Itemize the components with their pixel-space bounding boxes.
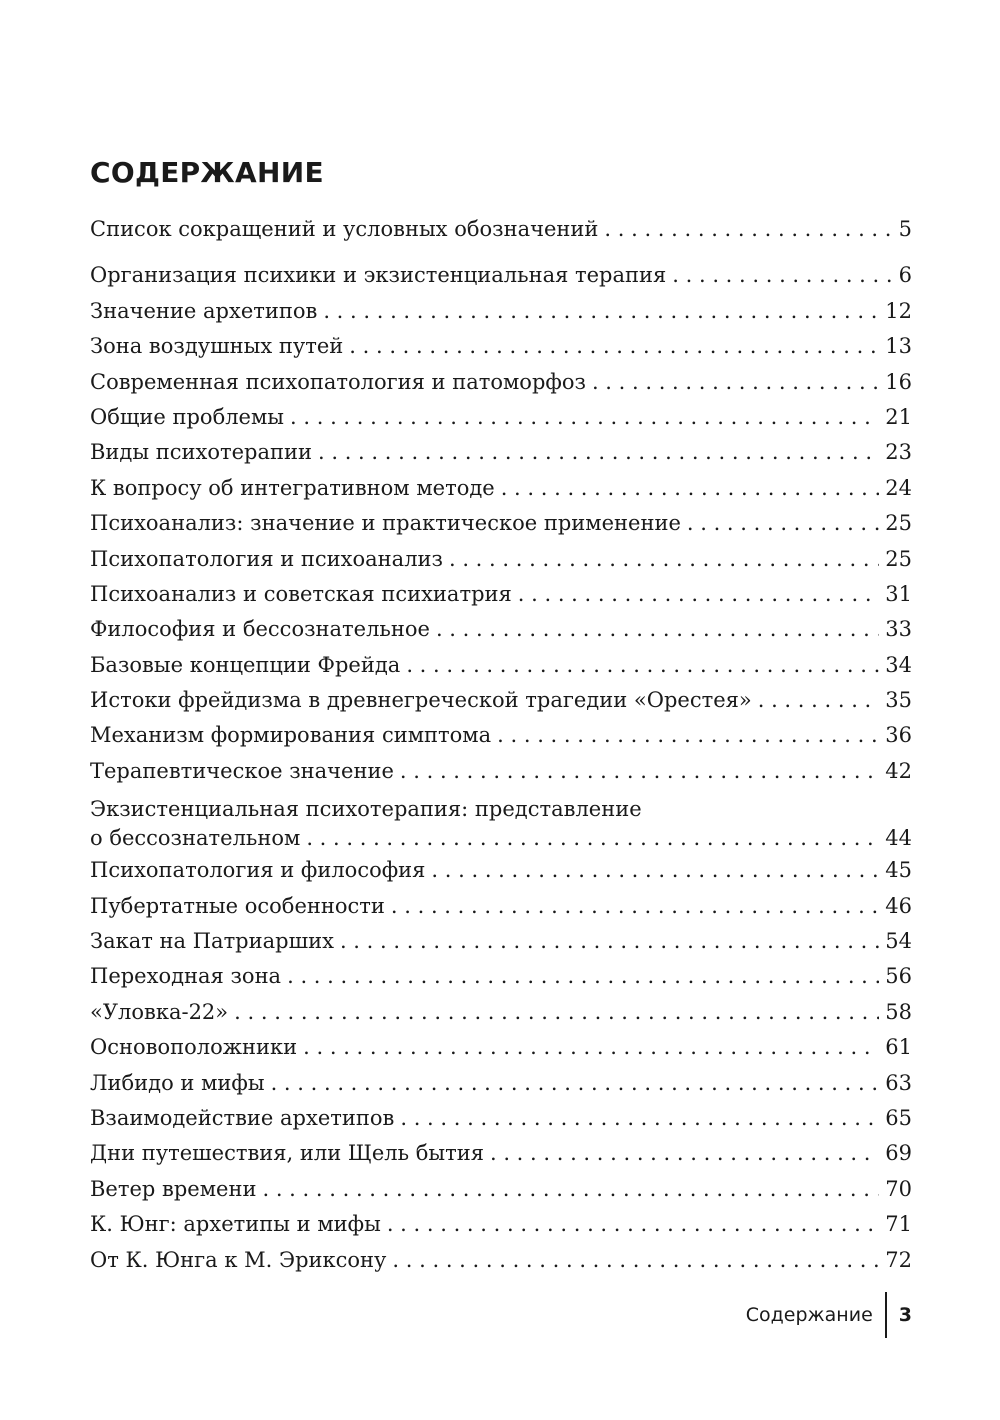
toc-entry-page: 65 [885,1105,912,1130]
toc-entry [90,754,912,789]
toc-entry-page: 56 [885,964,912,989]
toc-entry-title: Значение архетипов [90,298,318,323]
toc-entry-title: Ветер времени [90,1176,257,1201]
toc-entry-title: Психопатология и философия [90,858,426,883]
toc-entry-page: 71 [885,1212,912,1237]
toc-entry-page: 31 [885,581,912,606]
toc-entry-title: К вопросу об интегративном методе [90,475,495,500]
toc-entry [90,718,912,753]
dot-leader [672,258,892,293]
toc-entry-title: Организация психики и экзистенциальная терапия [90,263,667,288]
toc-entry-page: 72 [885,1247,912,1272]
toc-entry-title: Философия и бессознательное [90,617,430,642]
dot-leader [687,506,879,541]
toc-entry [90,294,912,329]
toc-entry-page: 23 [885,440,912,465]
toc-entry-page: 44 [885,826,912,851]
dot-leader [436,612,879,647]
toc-entry-page: 33 [885,617,912,642]
toc-entry-title: «Уловка-22» [90,999,229,1024]
toc-entry-page: 16 [885,369,912,394]
toc-entry-title: Переходная зона [90,964,282,989]
toc-entry-page: 45 [885,858,912,883]
toc-entry [90,789,912,853]
dot-leader [501,471,880,506]
toc-entry-title: Взаимодействие архетипов [90,1105,395,1130]
toc-entry-title: Пубертатные особенности [90,893,385,918]
toc-entry-title: Либидо и мифы [90,1070,265,1095]
dot-leader [392,1243,879,1278]
dot-leader [234,995,879,1030]
page-number: 3 [898,1304,912,1326]
running-footer-section: Содержание [745,1304,873,1326]
toc-entry-page: 25 [885,511,912,536]
toc-entry-page: 34 [885,652,912,677]
toc-entry-title: Механизм формирования симптома [90,723,492,748]
toc-entry-title: Психоанализ и советская психиатрия [90,581,512,606]
dot-leader [406,648,879,683]
toc-entry-page: 35 [885,688,912,713]
dot-leader [497,718,879,753]
toc-entry-title: Психопатология и психоанализ [90,546,443,571]
dot-leader [323,294,879,329]
toc-entry [90,683,912,718]
toc-entry-title: Зона воздушных путей [90,334,344,359]
toc-entry-title: Виды психотерапии [90,440,312,465]
toc-entry [90,853,912,888]
toc-entry-page: 42 [885,758,912,783]
toc-entry-title: Закат на Патриарших [90,929,334,954]
toc-entry [90,365,912,400]
toc-entry [90,577,912,612]
toc-entry [90,471,912,506]
toc-entry [90,400,912,435]
dot-leader [391,889,879,924]
toc-entry [90,1101,912,1136]
toc-entry-page: 61 [885,1035,912,1060]
toc-entry [90,329,912,364]
toc-entry-page: 25 [885,546,912,571]
toc-entry-page: 54 [885,929,912,954]
dot-leader [518,577,880,612]
toc-entry-title-line1: Экзистенциальная психотерапия: представление [90,797,642,822]
dot-leader [387,1207,879,1242]
toc-entry-page: 6 [898,263,912,288]
dot-leader [290,400,879,435]
toc-entry-page: 70 [885,1176,912,1201]
page-footer [746,1292,912,1338]
toc-entry [90,435,912,470]
toc-entry [90,924,912,959]
toc-entry [90,1172,912,1207]
toc-entry-title: Список сокращений и условных обозначений [90,216,599,241]
dot-leader [271,1066,880,1101]
dot-leader [318,435,879,470]
dot-leader [490,1136,879,1171]
toc-entry-line2 [90,823,912,853]
toc-entry [90,212,912,247]
table-of-contents [90,212,912,1278]
toc-entry [90,542,912,577]
toc-entry [90,612,912,647]
toc-entry-title: Общие проблемы [90,404,285,429]
toc-entry-title: Терапевтическое значение [90,758,394,783]
toc-entry [90,959,912,994]
dot-leader [303,1030,879,1065]
toc-entry [90,648,912,683]
toc-entry-title: Истоки фрейдизма в древнегреческой трагедии «Орестея» [90,688,752,713]
dot-leader [262,1172,879,1207]
toc-entry-page: 5 [898,216,912,241]
toc-entry-title-line2: о бессознательном [90,826,301,851]
toc-entry [90,1066,912,1101]
toc-entry-title: Базовые концепции Фрейда [90,652,401,677]
dot-leader [431,853,879,888]
toc-entry-page: 36 [885,723,912,748]
toc-entry-page: 58 [885,999,912,1024]
toc-entry-title: К. Юнг: архетипы и мифы [90,1212,381,1237]
toc-entry-title: Современная психопатология и патоморфоз [90,369,586,394]
toc-entry-page: 21 [885,404,912,429]
toc-entry-title: Дни путешествия, или Щель бытия [90,1141,484,1166]
dot-leader [400,1101,879,1136]
toc-entry-page: 12 [885,298,912,323]
toc-entry [90,1243,912,1278]
toc-entry [90,506,912,541]
toc-entry [90,1136,912,1171]
toc-entry-title: Психоанализ: значение и практическое применение [90,511,681,536]
dot-leader [306,823,879,853]
toc-entry-page: 63 [885,1070,912,1095]
dot-leader [400,754,879,789]
toc-entry-page: 13 [885,334,912,359]
dot-leader [449,542,879,577]
dot-leader [592,365,879,400]
toc-entry [90,1030,912,1065]
dot-leader [758,683,880,718]
dot-leader [349,329,879,364]
toc-entry [90,995,912,1030]
dot-leader [604,212,892,247]
toc-entry-page: 24 [885,475,912,500]
toc-entry [90,258,912,293]
toc-entry-page: 69 [885,1141,912,1166]
toc-entry-page: 46 [885,893,912,918]
toc-entry [90,1207,912,1242]
toc-entry-title: Основоположники [90,1035,298,1060]
page-title: СОДЕРЖАНИЕ [90,156,324,189]
toc-entry [90,889,912,924]
dot-leader [287,959,879,994]
toc-entry-title: От К. Юнга к М. Эриксону [90,1247,387,1272]
dot-leader [340,924,879,959]
